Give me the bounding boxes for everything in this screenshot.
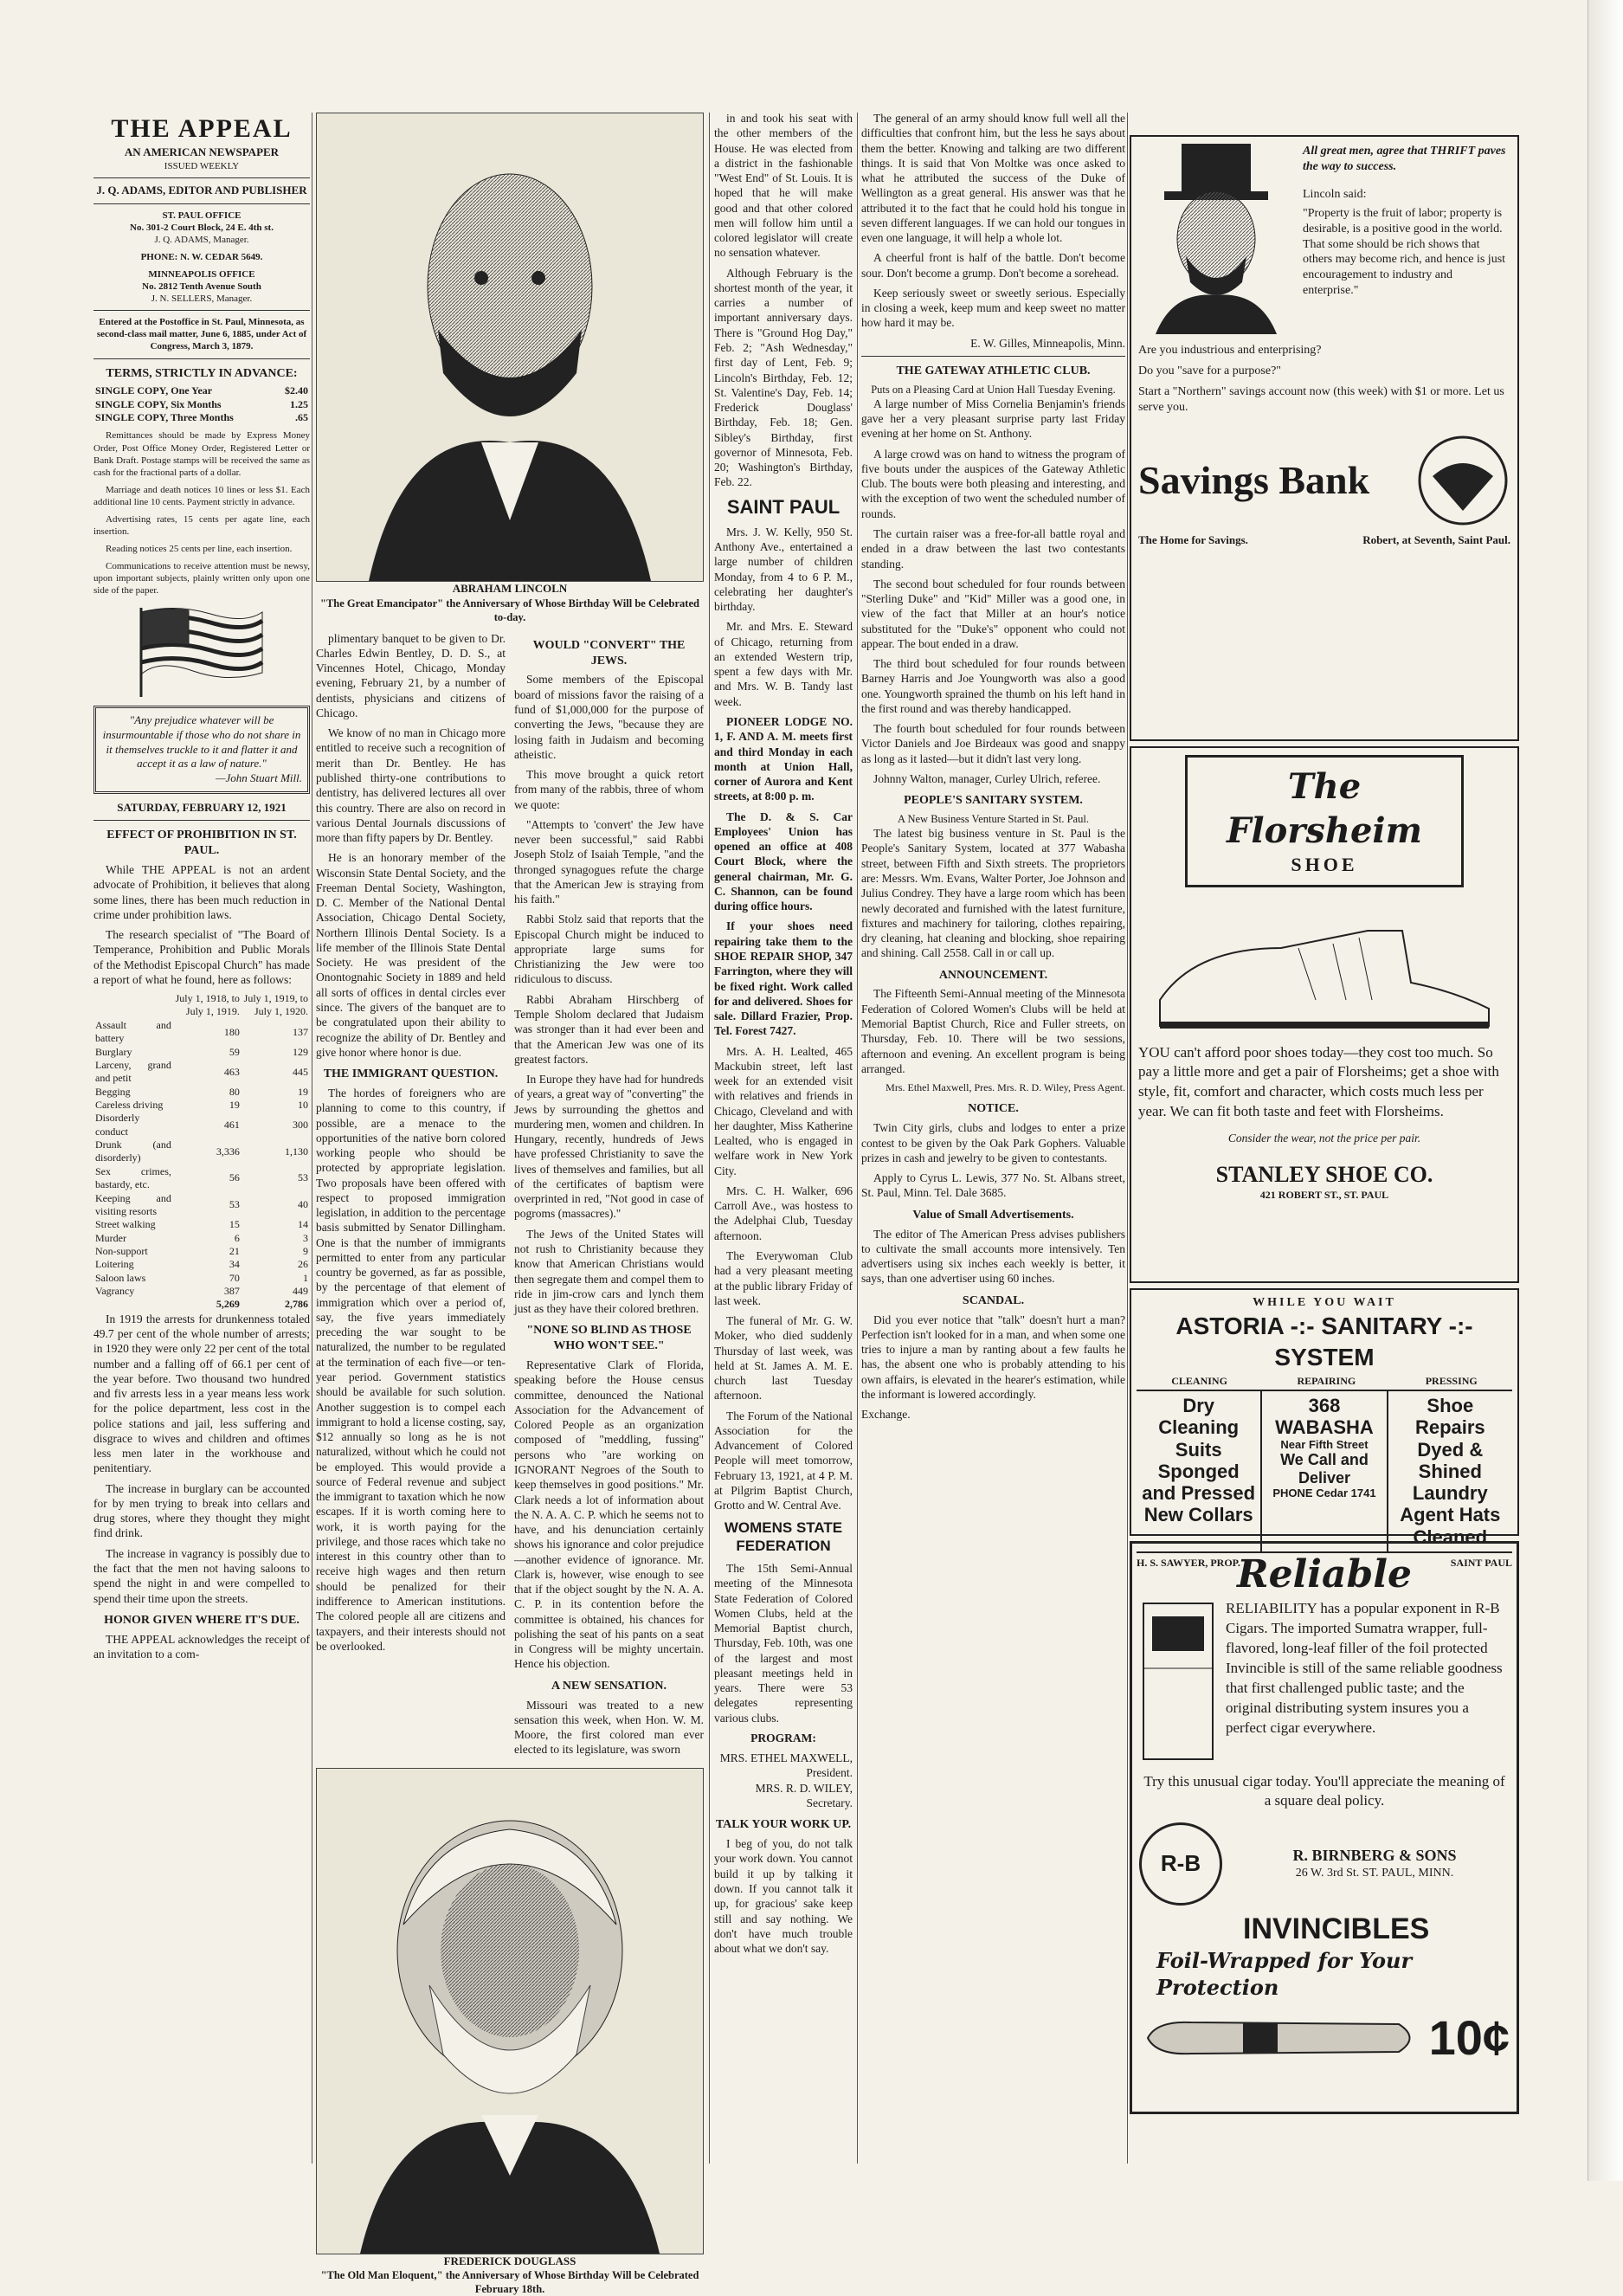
terms-label: SINGLE COPY, Six Months	[95, 397, 222, 410]
douglass-name: FREDERICK DOUGLASS	[443, 2254, 576, 2267]
table-row	[93, 1099, 310, 1112]
lincoln-portrait	[316, 113, 704, 582]
terms-price: .65	[295, 411, 308, 424]
table-row	[93, 1112, 310, 1138]
astoria-city: SAINT PAUL	[1450, 1557, 1512, 1569]
reliable-title: Reliable	[1237, 1552, 1412, 1596]
northern-address: Robert, at Seventh, Saint Paul.	[1362, 532, 1510, 546]
arrest-count: 180	[223, 1025, 240, 1038]
saint-paul-item: If your shoes need repairing take them to the SHOE REPAIR SHOP, 347 Farrington, where they will be fixed right. Work called for and delivered. Shoes for sale. Dillard Frazier, Prop. Tel. Forest 7427.	[714, 919, 853, 1038]
table-row	[93, 1138, 310, 1165]
mpls-office-label: MINNEAPOLIS OFFICE	[148, 269, 255, 281]
northern-savings-ad	[1130, 135, 1519, 741]
mill-quote	[93, 706, 310, 793]
column-rule	[709, 113, 710, 2164]
terms-header: TERMS, STRICTLY IN ADVANCE:	[106, 366, 298, 380]
gateway-text: The third bout scheduled for four rounds between Barney Harris and Joe Youngworth was also a good one. Youngworth sprained the thumb on his left hand in the first round and was thereby handicapped.	[861, 657, 1125, 715]
offense-label: Street walking	[95, 1218, 156, 1231]
column-rule	[857, 113, 858, 2164]
page-binding	[1588, 0, 1623, 2181]
gateway-subtitle: Puts on a Pleasing Card at Union Hall Tuesday Evening.	[871, 383, 1116, 396]
terms-label: SINGLE COPY, One Year	[95, 384, 213, 397]
gateway-title: THE GATEWAY ATHLETIC CLUB.	[896, 364, 1091, 377]
saint-paul-item: Mrs. J. W. Kelly, 950 St. Anthony Ave., entertained a large number of children Monday, from 4 to 6 P. M., celebrating her daughter's birthday.	[714, 525, 853, 614]
masthead-subtitle: AN AMERICAN NEWSPAPER	[124, 145, 280, 159]
bentley-paragraph: We know of no man in Chicago more entitled to receive such a recognition of merit than Dr. Bentley. He has published thirty-one contributions to dentistry, has delivered lectures all over this country. There are also on record in various Dental Journals discussions of more than fifty papers by Dr. Bentley.	[316, 726, 506, 845]
prohibition-research: The research specialist of "The Board of Temperance, Prohibition and Public Morals of the Methodist Episcopal Church" has made a report of what he found, here as follows:	[93, 928, 310, 986]
masthead	[93, 113, 310, 353]
saint-paul-item: The funeral of Mr. G. W. Moker, who died suddenly Thursday of last week, was held at St. James A. M. E. church last Tuesday afternoon.	[714, 1314, 853, 1403]
reliable-body	[1139, 1599, 1510, 1764]
stpaul-manager: J. Q. ADAMS, Manager.	[154, 234, 249, 245]
table-row	[93, 1232, 310, 1245]
notice-title: NOTICE.	[968, 1102, 1019, 1116]
stpaul-office-address: No. 301-2 Court Block, 24 E. 4th st.	[130, 222, 274, 233]
signer: MRS. ETHEL MAXWELL, President.	[719, 1751, 853, 1780]
table-row	[93, 1046, 310, 1059]
offense-label: Larceny, grand and petit	[95, 1058, 171, 1085]
jews-paragraph: This move brought a quick retort from many of the rabbis, three of whom we quote:	[514, 768, 704, 811]
entered-notice: Entered at the Postoffice in St. Paul, Minnesota, as second-class mail matter, June 6, 1885, under Act of Congress, March 3, 1879.	[96, 317, 307, 352]
terms-price: $2.40	[285, 384, 308, 397]
arrest-count: 15	[229, 1218, 240, 1231]
lincoln-engraving-icon	[1138, 144, 1294, 334]
table-header-row	[93, 992, 310, 1019]
rb-maker-text	[1240, 1846, 1510, 1881]
arrest-count: 10	[298, 1098, 308, 1111]
sanitary-subtitle: A New Business Venture Started in St. Paul.	[898, 813, 1089, 826]
arrest-count: 19	[298, 1085, 308, 1098]
astoria-near: Near Fifth Street	[1280, 1437, 1369, 1451]
arrest-count: 19	[229, 1098, 240, 1111]
arrest-count: 461	[223, 1119, 240, 1132]
table-row	[93, 1245, 310, 1258]
arrest-count: 56	[229, 1171, 240, 1184]
arrest-count: 1	[303, 1271, 308, 1284]
jews-paragraph: Some members of the Episcopal board of missions favor the raising of a fund of $1,000,000 for the purpose of converting the Jews, "because they are losing faith in Judaism and becoming atheistic.	[514, 673, 704, 761]
talk-title: TALK YOUR WORK UP.	[715, 1818, 852, 1832]
northern-footer	[1138, 533, 1510, 548]
arrest-count: 53	[298, 1171, 308, 1184]
signer: MRS. R. D. WILEY, Secretary.	[755, 1781, 853, 1810]
rb-foil: Foil-Wrapped for Your Protection	[1156, 1948, 1413, 2001]
column-2-right	[514, 631, 704, 1763]
arrest-count: 129	[293, 1045, 308, 1058]
divider	[93, 177, 310, 178]
rb-maker-name: R. BIRNBERG & SONS	[1292, 1847, 1457, 1865]
terms-row	[93, 398, 310, 411]
lincoln-quote: "Property is the fruit of labor; property is desirable, is a positive good in the world. That some should be rich shows that others may become rich, and hence is just encouragement to industry and enterprise."	[1303, 206, 1506, 298]
terms-table	[93, 384, 310, 424]
florsheim-brand: The Florsheim	[1227, 766, 1422, 852]
column-2-body	[316, 631, 704, 1763]
arrest-count: 9	[303, 1244, 308, 1257]
column-2	[316, 113, 704, 2296]
wsf-signers	[714, 1751, 853, 1810]
notice-text: Advertising rates, 15 cents per agate line, each insertion.	[93, 513, 310, 538]
astoria-prop: H. S. SAWYER, PROP.	[1137, 1557, 1240, 1569]
quote-text: "Any prejudice whatever will be insurmountable if those who do not share in it themselves truckle to it and flatter it and accept it as a law of nature."	[102, 713, 301, 771]
arrest-count: 137	[293, 1025, 308, 1038]
sensation-text: Missouri was treated to a new sensation this week, when Hon. W. M. Moore, the first colored man ever elected to its legislature, was sworn	[514, 1698, 704, 1757]
column-2-left	[316, 631, 506, 1763]
cigar-box-icon	[1139, 1599, 1217, 1764]
masthead-editor: J. Q. ADAMS, EDITOR AND PUBLISHER	[96, 184, 307, 197]
astoria-deliver: We Call and Deliver	[1280, 1451, 1369, 1487]
offense-label: Disorderly conduct	[95, 1112, 140, 1138]
arrest-count: 21	[229, 1244, 240, 1257]
cigar-icon	[1139, 2012, 1425, 2064]
column-1	[93, 113, 310, 2164]
terms-row	[93, 384, 310, 397]
northern-cta: Start a "Northern" savings account now (this week) with $1 or more. Let us serve you.	[1138, 384, 1504, 414]
offense-label: Murder	[95, 1231, 126, 1244]
table-row	[93, 1258, 310, 1271]
saint-paul-item: Mrs. A. H. Lealted, 465 Mackubin street, left last week for an extended visit with relatives and friends in Chicago, Cleveland and with her daughter, Miss Katherine Lealted, who is engaged in welfare work in New York City.	[714, 1044, 853, 1177]
table-header: July 1, 1919, to July 1, 1920.	[243, 992, 308, 1018]
divider	[93, 310, 310, 311]
arrest-count: 300	[293, 1119, 308, 1132]
northern-top	[1138, 144, 1510, 334]
jews-paragraph: Rabbi Stolz said that reports that the Episcopal Church might be induced to appropriate large sums for Christianizing the Jew were too ridiculous to discuss.	[514, 913, 704, 986]
florsheim-ad	[1130, 746, 1519, 1283]
northern-text	[1294, 144, 1510, 334]
arrest-count: 3	[303, 1231, 308, 1244]
arrest-count: 26	[298, 1258, 308, 1271]
phone: PHONE: N. W. CEDAR 5649.	[140, 251, 263, 262]
astoria-name: ASTORIA -:- SANITARY -:- SYSTEM	[1175, 1312, 1473, 1371]
savings-bank-name: Savings Bank	[1138, 457, 1370, 502]
reliable-copy: RELIABILITY has a popular exponent in R-B Cigars. The imported Sumatra wrapper, full-flavored, long-leaf filler of the foil protected Invincible is still of the same reliable goodness that first challenged public taste; and the original distributing system insures you a perfect cigar everywhere.	[1226, 1600, 1503, 1736]
prohibition-body: The increase in burglary can be accounted for by men trying to break into cellars and drug stores, where they thought they might find drink.	[93, 1481, 310, 1540]
arrest-count: 449	[293, 1285, 308, 1298]
totals-row	[93, 1298, 310, 1311]
column-3	[714, 111, 853, 2164]
total-cell: 2,786	[285, 1298, 308, 1311]
divider	[861, 356, 1125, 357]
rb-bottom	[1139, 2007, 1510, 2069]
astoria-right: Shoe Repairs Dyed & Shined Laundry Agent Hats Cleaned	[1400, 1394, 1501, 1548]
rb-cigars-ad	[1130, 1541, 1519, 2114]
table-row	[93, 1086, 310, 1099]
sensation-continued: in and took his seat with the other members of the House. He was elected from a district in the fashionable "West End" of St. Louis. It is hoped that he will make good and that other colored men will follow him until a colored legislator will create no sensation whatever.	[714, 112, 853, 260]
wsf-text: The 15th Semi-Annual meeting of the Minnesota State Federation of Colored Women Clubs, held at the Memorial Baptist church, Thursday, Feb. 10th, was one of the largest and most pleasant meetings held in years. There were 53 delegates representing various clubs.	[714, 1562, 853, 1725]
stanley-shoe-name: STANLEY SHOE CO.	[1215, 1161, 1433, 1187]
rb-logo: R-B	[1139, 1822, 1222, 1906]
astoria-services	[1137, 1375, 1512, 1388]
saint-paul-item: The Forum of the National Association for the Advancement of Colored People will meet tomorrow, February 13, 1921, at 4 P. M. at Pilgrim Baptist Church, Grotto and W. Central Ave.	[714, 1409, 853, 1512]
cheerful-text: A cheerful front is half of the battle. Don't become sour. Don't become a grump. Don't become a sorehead.	[861, 251, 1125, 280]
prohibition-title: EFFECT OF PROHIBITION IN ST. PAUL.	[106, 829, 297, 858]
service-label: CLEANING	[1171, 1374, 1227, 1387]
table-row	[93, 1218, 310, 1231]
arrest-count: 14	[298, 1218, 308, 1231]
arrest-count: 40	[298, 1198, 308, 1211]
honor-text: THE APPEAL acknowledges the receipt of an invitation to a com-	[93, 1632, 310, 1661]
arrest-count: 34	[229, 1258, 240, 1271]
terms-price: 1.25	[290, 397, 308, 410]
total-cell: 5,269	[216, 1298, 240, 1311]
dateline: SATURDAY, FEBRUARY 12, 1921	[117, 800, 287, 814]
stpaul-office-label: ST. PAUL OFFICE	[162, 210, 242, 221]
astoria-top: WHILE YOU WAIT	[1253, 1296, 1396, 1309]
jews-title: WOULD "CONVERT" THE JEWS.	[532, 638, 686, 668]
astoria-phone: PHONE Cedar 1741	[1272, 1486, 1376, 1499]
immigrant-title: THE IMMIGRANT QUESTION.	[323, 1067, 499, 1081]
arrest-count: 445	[293, 1065, 308, 1078]
notice-text: Reading notices 25 cents per line, each insertion.	[106, 544, 293, 555]
offense-label: Careless driving	[95, 1098, 164, 1111]
astoria-address: 368 WABASHA	[1275, 1394, 1374, 1439]
gateway-text: The curtain raiser was a free-for-all battle royal and ended in a draw between the last two contestants standing.	[861, 527, 1125, 571]
scandal-text: Did you ever notice that "talk" doesn't hurt a man? Perfection isn't looked for in a man, and when some one tries to injure a man by ranting about a few faults he has, the absent one who is probably attending to his own affairs, is elevated in the hearer's estimation, while the informant is lowered accordingly.	[861, 1312, 1125, 1401]
jews-paragraph: In Europe they have had for hundreds of years, a great way of "converting" the Jews by surrounding the ghettos and murdering men, women and children. In Hungary, recently, hundreds of Jews have professed Christianity to save the lives of themselves and families, but all of the certificates of baptism were overprinted in red, "Not good in case of pogroms (massacres)."	[514, 1073, 704, 1221]
column-4	[861, 111, 1125, 2164]
saint-paul-item: Mr. and Mrs. E. Steward of Chicago, returning from an extended Western trip, spent a few days with Mr. and Mrs. W. B. Tandy last week.	[714, 620, 853, 708]
arrest-count: 80	[229, 1085, 240, 1098]
rb-maker	[1139, 1822, 1510, 1906]
jews-paragraph: The Jews of the United States will not rush to Christianity because they know that American Christians would then segregate them and compel them to ride in jim-crow cars and lynch them just as they have their colored brethren.	[514, 1227, 704, 1316]
announcement-text: The Fifteenth Semi-Annual meeting of the Minnesota Federation of Colored Women's Clubs will be held at Memorial Baptist Church, Rice and Fuller streets, on Thursday, Feb. 10. There will be two sessions, afternoon and evening. An excellent program is being arranged.	[861, 987, 1125, 1075]
service-label: PRESSING	[1425, 1374, 1478, 1387]
northern-logo	[1138, 433, 1510, 528]
arrest-count: 387	[223, 1285, 240, 1298]
value-text: The editor of The American Press advises publishers to cultivate the small accounts more intensively. Ten advertisers using six inches each weekly is better, it says, than one advertiser using 60 inches.	[861, 1227, 1125, 1286]
eagle-seal-icon	[1415, 433, 1510, 528]
divider	[93, 203, 310, 204]
jews-paragraph: Rabbi Abraham Hirschberg of Temple Sholom declared that Judaism was stronger than it had ever been and that the American Jew was one of its greatest factors.	[514, 992, 704, 1066]
gateway-text: The second bout scheduled for four rounds between "Sterling Duke" and "Kid" Miller was a good one, in view of the fact that Miller at an hour's notice substituted for the "Duke's" opponent who could not appear. The bout ended in a draw.	[861, 577, 1125, 650]
offense-label: Loitering	[95, 1258, 134, 1271]
arrest-count: 463	[223, 1065, 240, 1078]
table-row	[93, 1165, 310, 1192]
masthead-title: THE APPEAL	[111, 114, 293, 143]
gateway-text: The fourth bout scheduled for four rounds between Victor Daniels and Joe Birdeaux was good and snappy as long as it lasted—but it didn't last very long.	[861, 722, 1125, 765]
offense-label: Burglary	[95, 1045, 132, 1058]
arrest-count: 3,336	[216, 1145, 240, 1158]
florsheim-shoe: SHOE	[1291, 854, 1358, 876]
florsheim-consider: Consider the wear, not the price per pair.	[1227, 1132, 1421, 1145]
talk-text: I beg of you, do not talk your work down. You cannot build it up by talking it down. If you cannot talk it up, for gracious' sake keep still and say nothing. We don't have much trouble about what we don't say.	[714, 1837, 853, 1956]
table-header: July 1, 1918, to July 1, 1919.	[175, 992, 240, 1018]
terms-row	[93, 411, 310, 424]
reliable-try: Try this unusual cigar today. You'll appreciate the meaning of a square deal policy.	[1143, 1773, 1505, 1809]
table-row	[93, 1059, 310, 1086]
saint-paul-item: The Everywoman Club had a very pleasant meeting at the public library Friday of last week.	[714, 1249, 853, 1307]
offense-label: Non-support	[95, 1244, 148, 1257]
blind-text: Representative Clark of Florida, speaking before the House census committee, denounced the National Association for the Advancement of Colored People as an organization composed of "meddling, fussing" persons who "are working on IGNORANT Negroes of the South to keep themselves in good positions." Mr. Clark needs a lot of information about the N. A. A. C. P. which he seems not to have, and his denunciation certainly shows his ignorance and color prejudice—another evidence of ignorance. Mr. Clark is, however, wise enough to see that if the object sought by the N. A. A. C. P. in its contention before the committee is obtained, his chances for polishing the seat of his pants on a seat in Congress will be mighty uncertain. Hence his objection.	[514, 1358, 704, 1671]
rb-price: 10¢	[1428, 2009, 1510, 2065]
florsheim-logo	[1185, 755, 1464, 887]
arrest-count: 59	[229, 1045, 240, 1058]
lincoln-caption: "The Great Emancipator" the Anniversary of Whose Birthday Will be Celebrated to-day.	[320, 597, 699, 623]
announcement-title: ANNOUNCEMENT.	[938, 968, 1048, 982]
bentley-paragraph: He is an honorary member of the Wisconsin State Dental Society, and the Freeman Dental Society, Washington, D. C. Member of the National Dental Association, Chicago Dental Society, Northern Illinois Dental Society. Is a life member of the Illinois State Dental Society. He was president of the Onontognahic Society in 1889 and held all sorts of offices in dental circles ever since. The givers of the banquet are to be congratulated upon their ability to recognize the ability of Dr. Bentley and give honor where honor is due.	[316, 851, 506, 1059]
northern-question-1: Are you industrious and enterprising?	[1138, 344, 1322, 357]
saint-paul-item: PIONEER LODGE NO. 1, F. AND A. M. meets first and third Monday in each month at Union Hall, corner of Aurora and Kent streets, at 8:00 p. m.	[714, 714, 853, 803]
jews-paragraph: "Attempts to 'convert' the Jew have never been successful," said Rabbi Joseph Stolz of Isaiah Temple, "and the thronged synagogues refute the charge that the American Jew is straying from his faith."	[514, 817, 704, 906]
offense-label: Assault and battery	[95, 1018, 171, 1045]
astoria-ad	[1130, 1288, 1519, 1569]
ads-column	[1130, 130, 1519, 2164]
saint-paul-item: Mrs. C. H. Walker, 696 Carroll Ave., was hostess to the Adelphai Club, Tuesday afternoon.	[714, 1183, 853, 1242]
masthead-frequency: ISSUED WEEKLY	[164, 161, 240, 172]
sensation-title: A NEW SENSATION.	[551, 1679, 667, 1693]
exchange-credit: Exchange.	[861, 1408, 911, 1422]
table-row	[93, 1285, 310, 1298]
arrest-count: 1,130	[285, 1145, 308, 1158]
honor-title: HONOR GIVEN WHERE IT'S DUE.	[104, 1613, 299, 1627]
florsheim-copy: YOU can't afford poor shoes today—they cost too much. So pay a little more and get a pair of Florsheims; get a shoe with style, fit, comfort and character, which costs much less per year. We can fit both taste and feet with Florsheims.	[1138, 1043, 1499, 1120]
northern-question-2: Do you "save for a purpose?"	[1138, 364, 1281, 377]
signature: E. W. Gilles, Minneapolis, Minn.	[970, 336, 1125, 350]
notice-text: Marriage and death notices 10 lines or less $1. Each additional line 10 cents. Payment strictly in advance.	[93, 484, 310, 507]
astoria-middle	[1262, 1391, 1388, 1551]
american-flag-icon	[132, 603, 271, 699]
wsf-title: WOMENS STATE FEDERATION	[724, 1519, 843, 1555]
sanitary-text: The latest big business venture in St. Paul is the People's Sanitary System, located at 377 Wabasha street, between Fifth and Sixth streets. The proprietors are: Messrs. Wm. Evans, Walter Porter, Joe Johnson and Julius Condrey. They have a large room which has been newly decorated and furnished with the latest furniture, fixtures and machinery for tailoring, clothes repairing, dry cleaning, hat cleaning and blocking, shoe repairing and shining. Call 2558. Call in or call up.	[861, 827, 1125, 960]
service-label: REPAIRING	[1297, 1374, 1356, 1387]
arrests-table	[93, 992, 310, 1312]
prohibition-body: The increase in vagrancy is possibly due to the fact that the men not having saloons to spend the night in and were compelled to spend their time upon the streets.	[93, 1546, 310, 1605]
blind-title: "NONE SO BLIND AS THOSE WHO WON'T SEE."	[526, 1324, 692, 1353]
program-label: PROGRAM:	[750, 1731, 816, 1745]
column-rule	[1127, 113, 1128, 2164]
notice-text: Communications to receive attention must be newsy, upon important subjects, plainly written only upon one side of the paper.	[93, 561, 310, 597]
douglass-caption: "The Old Man Eloquent," the Anniversary of Whose Birthday Will be Celebrated February 18th.	[320, 2269, 699, 2296]
northern-tagline: The Home for Savings.	[1138, 532, 1248, 546]
february-anniversaries: Although February is the shortest month of the year, it carries a number of important anniversary days. There is "Ground Hog Day," Feb. 2; "Ash Wednesday," first day of Lent, Feb. 9; Lincoln's Birthday, Feb. 12; St. Valentine's Day, Feb. 14; Frederick Douglass' Birthday, Feb. 18; Gen. Sibley's Birthday, first governor of Minnesota, Feb. 20; Washington's Birthday, Feb. 22.	[714, 266, 853, 489]
divider	[93, 358, 310, 359]
offense-label: Keeping and visiting resorts	[95, 1191, 171, 1217]
arrest-count: 70	[229, 1271, 240, 1284]
table-row	[93, 1192, 310, 1219]
scandal-title: SCANDAL.	[962, 1293, 1025, 1307]
serious-text: Keep seriously sweet or sweetly serious. Especially in closing a week, keep mum and keep sweet no matter how hard it may be.	[861, 286, 1125, 330]
offense-label: Vagrancy	[95, 1285, 135, 1298]
table-header	[93, 992, 173, 1019]
arrest-count: 53	[229, 1198, 240, 1211]
gateway-text: A large number of Miss Cornelia Benjamin's friends gave her a very pleasant surprise party last Friday evening at her home on St. Anthony.	[861, 397, 1125, 441]
quote-author: —John Stuart Mill.	[215, 771, 302, 784]
notice-text: Twin City girls, clubs and lodges to enter a prize contest to be given by the Oak Park Gophers. Valuable prizes in cash and jewelry to be given to contestants.	[861, 1121, 1125, 1164]
offense-label: Sex crimes, bastardy, etc.	[95, 1164, 171, 1191]
gateway-text: Johnny Walton, manager, Curley Ulrich, referee.	[873, 772, 1101, 785]
value-title: Value of Small Advertisements.	[912, 1208, 1074, 1222]
mpls-office-address: No. 2812 Tenth Avenue South	[142, 281, 261, 293]
army-text: The general of an army should know full well all the difficulties that confront him, but the less he says about them the better. Knowing and talking are two different things. It is said that Von Moltke was once asked to what he attributed the success of the Duke of Wellington as a great general. His answer was that he attributed it to the fact that he could hold his tongue in seven different languages. If we can hold our tongues in even one language, it will help a whole lot.	[861, 112, 1125, 245]
prohibition-intro: While THE APPEAL is not an ardent advocate of Prohibition, it believes that along some lines, there has been much reduction in crime under prohibition laws.	[93, 862, 310, 921]
lincoln-said: Lincoln said:	[1303, 187, 1367, 201]
mpls-manager: J. N. SELLERS, Manager.	[151, 293, 253, 305]
douglass-portrait	[316, 1768, 704, 2254]
table-row	[93, 1019, 310, 1046]
announcement-signers: Mrs. Ethel Maxwell, Pres. Mrs. R. D. Wiley, Press Agent.	[886, 1081, 1125, 1094]
northern-wordmark	[1138, 457, 1370, 502]
shoe-icon	[1143, 896, 1506, 1035]
invincibles-name: INVINCIBLES	[1243, 1912, 1430, 1945]
notice-text: Remittances should be made by Express Money Order, Post Office Money Order, Registered Letter or Bank Draft. Postage stamps will be received the same as cash for the fractional parts of a dollar.	[93, 430, 310, 478]
saint-paul-title: SAINT PAUL	[726, 495, 840, 518]
thrift-quote: All great men, agree that THRIFT paves the way to success.	[1303, 145, 1506, 173]
astoria-left: Dry Cleaning Suits Sponged and Pressed New Collars	[1137, 1391, 1262, 1551]
saint-paul-item: The D. & S. Car Employees' Union has opened an office at 408 Court Block, where the general chairman, Mr. G. C. Shannon, can be found during office hours.	[714, 809, 853, 913]
lincoln-name: ABRAHAM LINCOLN	[452, 582, 568, 595]
terms-label: SINGLE COPY, Three Months	[95, 411, 234, 424]
stanley-shoe-address: 421 ROBERT ST., ST. PAUL	[1259, 1188, 1389, 1201]
offense-label: Drunk (and disorderly)	[95, 1138, 171, 1164]
table-row	[93, 1272, 310, 1285]
notices	[93, 429, 310, 597]
sanitary-title: PEOPLE'S SANITARY SYSTEM.	[904, 794, 1083, 808]
offense-label: Saloon laws	[95, 1271, 146, 1284]
arrest-count: 6	[234, 1231, 240, 1244]
bentley-paragraph: plimentary banquet to be given to Dr. Charles Edwin Bentley, D. D. S., at Vincennes Hotel, Chicago, Monday evening, February 21, by a number of dentists, physicians and citizens of Chicago.	[316, 631, 506, 719]
astoria-grid	[1137, 1390, 1512, 1553]
gateway-text: A large crowd was on hand to witness the program of five bouts under the auspices of the Gateway Athletic Club. The bouts were both pleasing and interesting, and with the exception of two went the scheduled number of rounds.	[861, 447, 1125, 520]
immigrant-text: The hordes of foreigners who are planning to come to this country, if possible, are a menace to the opportunities of the native born colored working people who should be protected by appropriate legislation. Two proposals have been offered with respect to proposed immigration legislation, in addition to the percentage basis submitted by Senator Dillingham. One is that the number of immigrants permitted to enter from any particular country be governed, as far as possible, by the percentage of that element of immigration which over a period of, say, the five years immediately preceding the war sought to be naturalized, the number to be regulated at the termination of each five—or ten-year period. Government statistics should be available for such solution. Another suggestion is to compel each immigrant to hold a license costing, say, $12 annually so long as he is not naturalized, without which he could not be employed. This would provide a source of Federal revenue and subject the immigrant to taxation which he now escapes. If it is worth coming here to work, it is worth paying for the privilege, and those races which take no interest in this country other than to receive high wages and then return should be penalized for their indifference to American institutions. The colored people all are citizens and taxpayers, and their interests should not be overlooked.	[316, 1086, 506, 1653]
rb-maker-address: 26 W. 3rd St. ST. PAUL, MINN.	[1295, 1867, 1454, 1880]
prohibition-body: In 1919 the arrests for drunkenness totaled 49.7 per cent of the whole number of arrests; in 1920 they were only 22 per cent of the total number and a falling off of 66.1 per cent of the year before. Two thousand two hundred and fiv arrests less in a year means less work for the police department, less cost in the police stations and jail, less suffering and disgrace to wives and children and oftimes less men later in the workhouse and penitentiary.	[93, 1312, 310, 1475]
notice-text: Apply to Cyrus L. Lewis, 377 No. St. Albans street, St. Paul, Minn. Tel. Dale 3685.	[861, 1171, 1125, 1200]
divider	[93, 820, 310, 821]
offense-label: Begging	[95, 1085, 131, 1098]
